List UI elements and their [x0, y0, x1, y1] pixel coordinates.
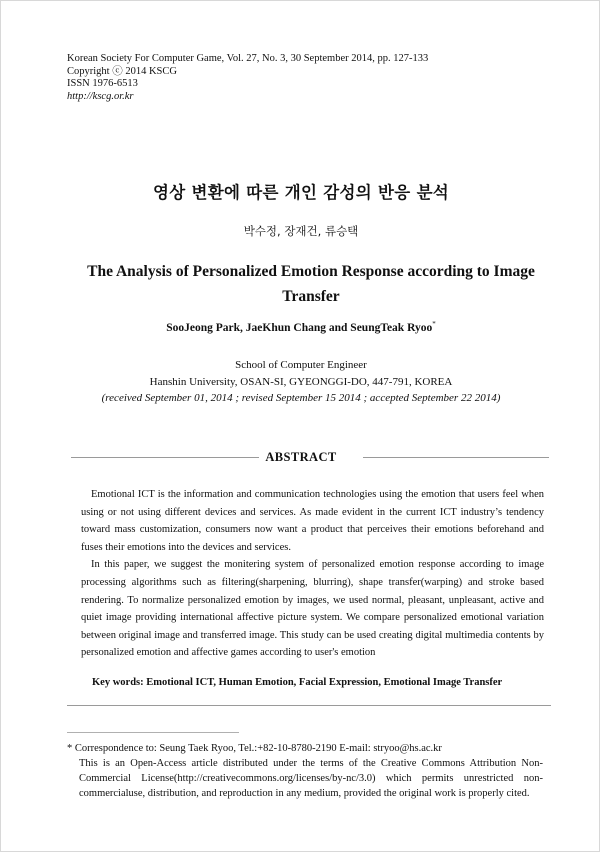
abstract-bottom-divider [67, 705, 551, 706]
korean-authors: 박수정, 장재건, 류승택 [243, 224, 359, 238]
journal-url-link[interactable]: http://kscg.or.kr [67, 90, 134, 102]
journal-header [67, 53, 428, 103]
abstract-paragraph-2: In this paper, we suggest the monitering system of personalized emotion response according to image processing algorithms such as filtering(sharpening, blurring), shape transfer(warping) and stroke based rendering. To normalize personalized emotion by images, we used normal, pleasant, unpleasant, active and quiet image providing international affective picture system. We compare personalized emotional variation between original image and transferred image. This study can be used creating digital multimedia contents by personalized emotion and affective games according to user's emotion [81, 559, 544, 659]
license-note: This is an Open-Access article distributed under the terms of the Creative Commons Attribution Non-Commercial License(http://creativecommons.org/licenses/by-nc/3.0) which permits unrestricted non-commercialuse, distribution, and reproduction in any medium, provided the original work is properly cited. [79, 758, 543, 799]
footnote-divider [67, 732, 239, 733]
copyright-line: Copyright ⓒ 2014 KSCG [67, 65, 177, 77]
affiliation-school: School of Computer Engineer [235, 359, 367, 371]
correspondence-note: * Correspondence to: Seung Taek Ryoo, Tel.:+82-10-8780-2190 E-mail: stryoo@hs.ac.kr [67, 743, 442, 754]
journal-citation: Korean Society For Computer Game, Vol. 27, No. 3, 30 September 2014, pp. 127-133 [67, 53, 429, 64]
footnote [67, 741, 543, 801]
abstract-heading: ABSTRACT [265, 450, 337, 464]
corresponding-author-mark: * [432, 320, 436, 328]
abstract-right-divider [363, 457, 549, 458]
affiliation-university: Hanshin University, OSAN-SI, GYEONGGI-DO, 447-791, KOREA [149, 376, 453, 388]
english-title: The Analysis of Personalized Emotion Response according to Image Transfer [87, 263, 535, 305]
author-names: SooJeong Park, JaeKhun Chang and SeungTeak Ryoo [166, 321, 433, 334]
korean-title: 영상 변환에 따른 개인 감성의 반응 분석 [152, 183, 450, 202]
english-authors [1, 320, 600, 334]
abstract-body [81, 486, 544, 662]
keywords: Key words: Emotional ICT, Human Emotion, Facial Expression, Emotional Image Transfer [92, 677, 503, 688]
abstract-paragraph-1: Emotional ICT is the information and communication technologies using the emotion that users feel when using or not using different devices and services. As made evident in the current ICT industry’s tendency toward mass customization, consumers now want a product that perceives their emotions beforehand and fuses their emotions into the devices and services. [81, 489, 544, 553]
issn-line: ISSN 1976-6513 [67, 78, 138, 90]
submission-dates: (received September 01, 2014 ; revised September 15 2014 ; accepted September 22 2014) [101, 392, 501, 404]
